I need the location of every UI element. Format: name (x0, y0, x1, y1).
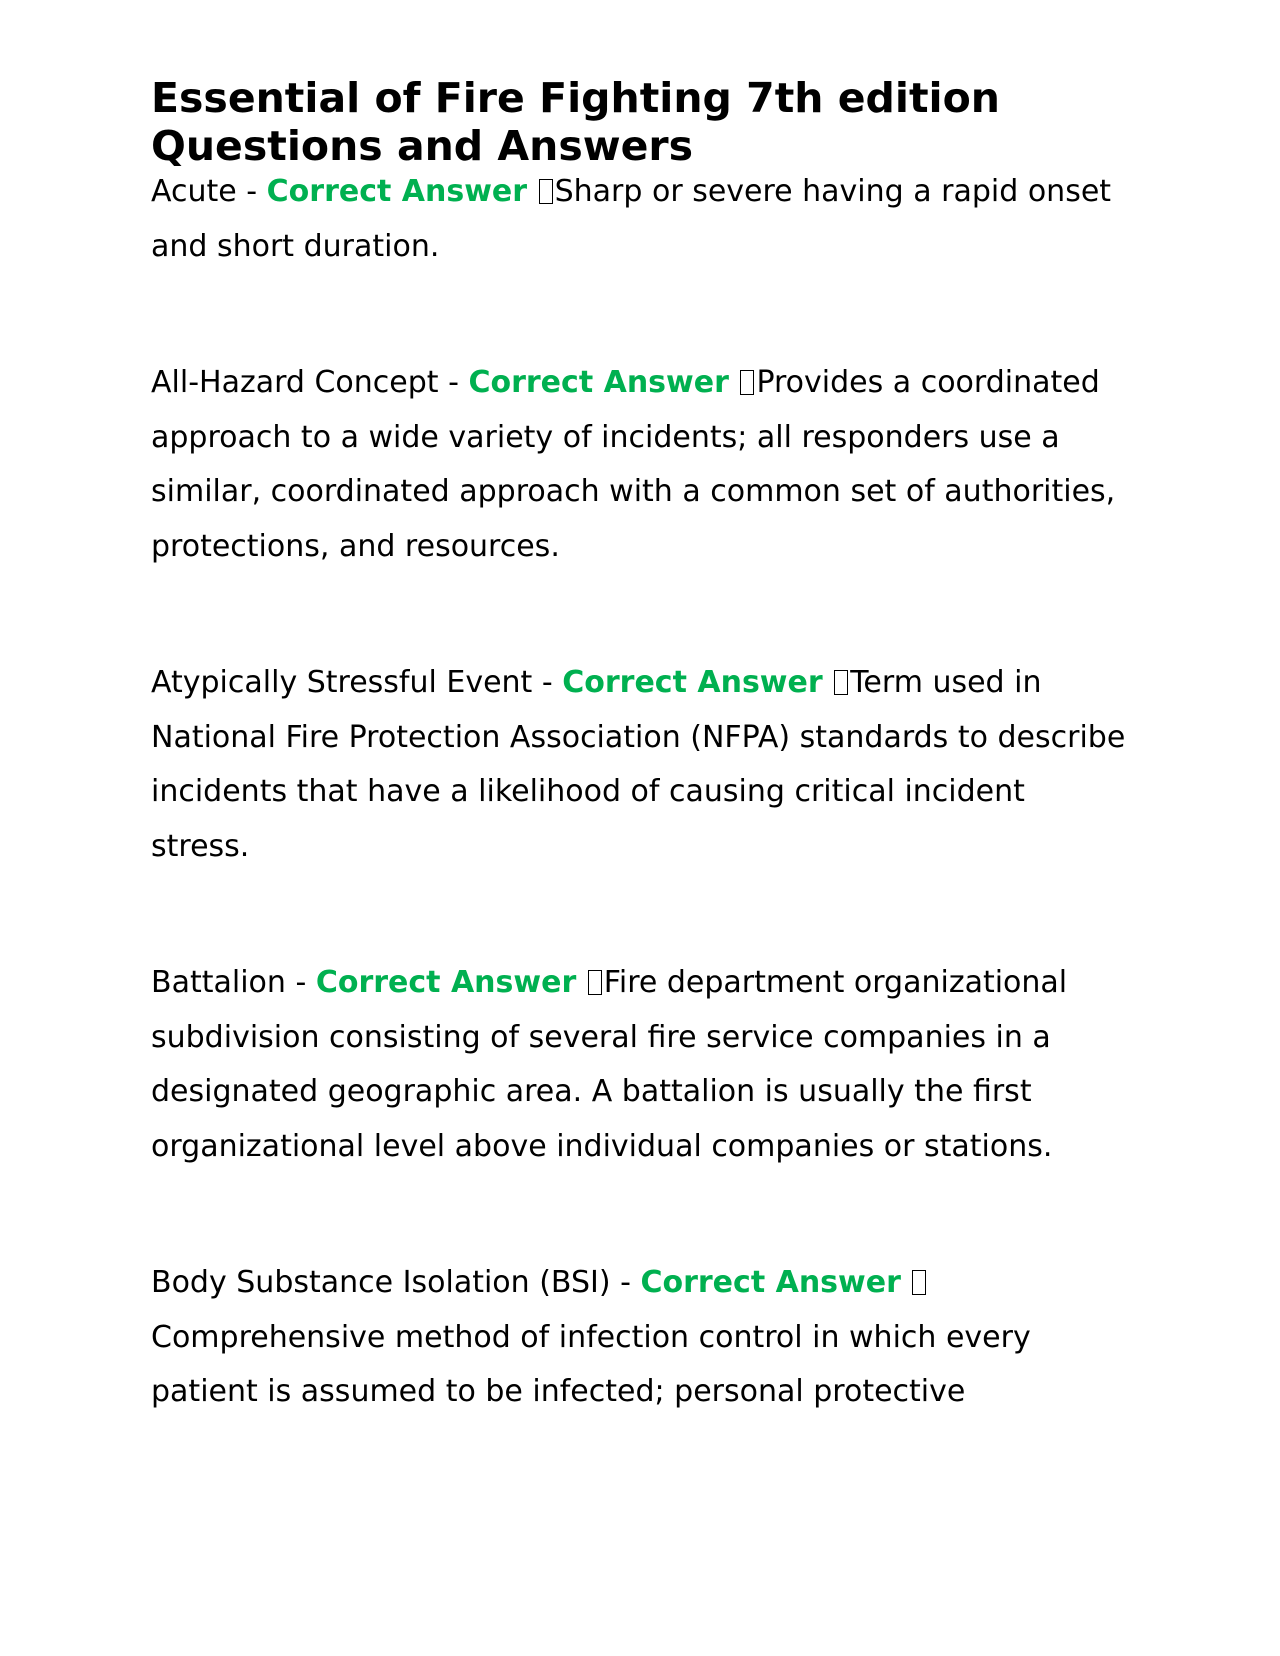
qa-entry (151, 165, 1131, 274)
entry-separator: - (236, 174, 267, 209)
qa-entry (151, 1256, 1131, 1420)
correct-answer-label: Correct Answer (562, 665, 823, 700)
document-title: Essential of Fire Fighting 7th edition Questions and Answers (151, 74, 1000, 170)
correct-answer-label: Correct Answer (640, 1265, 901, 1300)
entry-separator: - (532, 665, 563, 700)
correct-answer-label: Correct Answer (315, 965, 577, 1000)
missing-glyph-box-icon (834, 670, 848, 695)
entry-definition: Sharp or severe having a rapid onset and short duration. (151, 174, 1112, 264)
qa-entry (151, 656, 1131, 874)
entry-separator: - (610, 1265, 641, 1300)
entry-definition: Provides a coordinated approach to a wide variety of incidents; all responders use a similar, coordinated approach with a common set of authorities, protections, and resources. (151, 365, 1116, 564)
entry-term: Acute (151, 174, 237, 209)
entry-term: Body Substance Isolation (BSI) (151, 1265, 611, 1300)
missing-glyph-box-icon (740, 370, 754, 395)
entry-term: Atypically Stressful Event (151, 665, 533, 700)
entry-term: Battalion (151, 965, 286, 1000)
entry-separator: - (438, 365, 469, 400)
qa-entry (151, 356, 1131, 574)
missing-glyph-box-icon (539, 179, 553, 204)
correct-answer-label: Correct Answer (266, 174, 528, 209)
document-page (151, 74, 1131, 1502)
correct-answer-label: Correct Answer (468, 365, 729, 400)
qa-entry-list (151, 165, 1131, 1420)
entry-definition: Comprehensive method of infection control in which every patient is assumed to be infected; personal protective (151, 1319, 1031, 1409)
missing-glyph-box-icon (912, 1270, 926, 1295)
qa-entry (151, 956, 1131, 1174)
entry-separator: - (285, 965, 316, 1000)
missing-glyph-box-icon (588, 970, 602, 995)
entry-term: All-Hazard Concept (151, 365, 439, 400)
entry-definition: Term used in National Fire Protection Association (NFPA) standards to describe incidents that have a likelihood of causing critical incident stress. (151, 665, 1126, 864)
entry-definition: Fire department organizational subdivision consisting of several fire service companies in a designated geographic area. A battalion is usually the first organizational level above individual companies or stations. (151, 965, 1068, 1164)
